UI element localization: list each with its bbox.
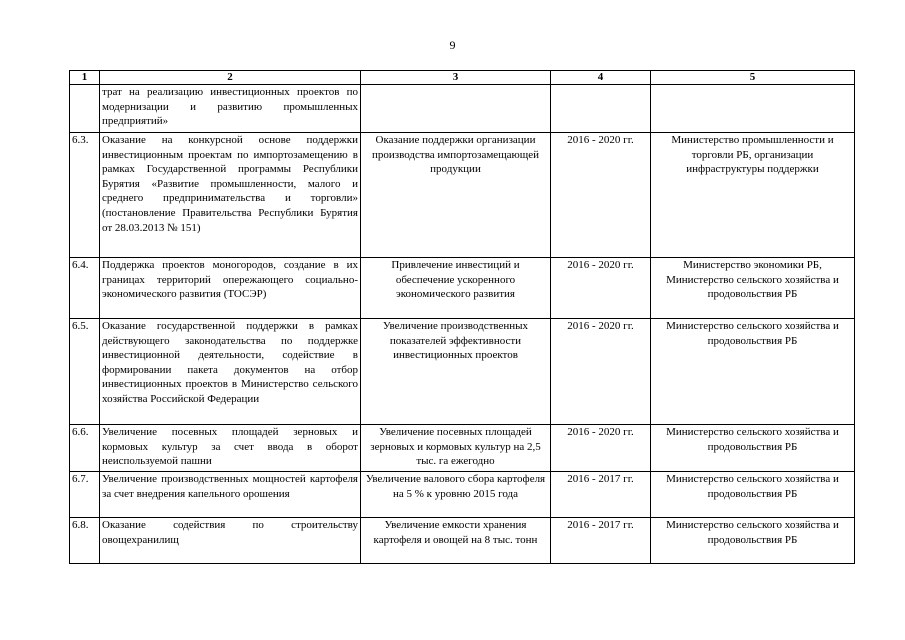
executor-cell xyxy=(651,85,855,133)
measures-table xyxy=(69,70,855,564)
executor-cell: Министерство сельского хозяйства и продовольствия РБ xyxy=(651,319,855,425)
measure-cell: Поддержка проектов моногородов, создание в их границах территорий опережающего социально-экономического развития (ТОСЭР) xyxy=(100,258,361,319)
measure-cell: трат на реализацию инвестиционных проектов по модернизации и развитию промышленных предприятий» xyxy=(100,85,361,133)
measure-cell: Оказание на конкурсной основе поддержки инвестиционным проектам по импортозамещению в рамках Государственной программы Республики Бурятия «Развитие промышленности, малого и среднего предпринимательства и торговли» (постановление Правительства Республики Бурятия от 28.03.2013 № 151) xyxy=(100,133,361,258)
period-cell: 2016 - 2020 гг. xyxy=(551,319,651,425)
row-number: 6.6. xyxy=(70,425,100,472)
measure-cell: Оказание государственной поддержки в рамках действующего законодательства по поддержке инвестиционной деятельности, содействие в формировании пакета документов на отбор инвестиционных проектов в Министерство сельского хозяйства Российской Федерации xyxy=(100,319,361,425)
header-col-4: 4 xyxy=(551,71,651,85)
table-row xyxy=(70,133,855,258)
executor-cell: Министерство сельского хозяйства и продовольствия РБ xyxy=(651,518,855,564)
result-cell: Увеличение емкости хранения картофеля и овощей на 8 тыс. тонн xyxy=(361,518,551,564)
period-cell: 2016 - 2017 гг. xyxy=(551,518,651,564)
executor-cell: Министерство промышленности и торговли РБ, организации инфраструктуры поддержки xyxy=(651,133,855,258)
header-col-1: 1 xyxy=(70,71,100,85)
period-cell xyxy=(551,85,651,133)
result-cell: Оказание поддержки организации производства импортозамещающей продукции xyxy=(361,133,551,258)
result-cell: Привлечение инвестиций и обеспечение ускоренного экономического развития xyxy=(361,258,551,319)
table-header-row xyxy=(70,71,855,85)
table-row xyxy=(70,425,855,472)
result-cell: Увеличение производственных показателей эффективности инвестиционных проектов xyxy=(361,319,551,425)
page-number: 9 xyxy=(449,38,456,52)
period-cell: 2016 - 2020 гг. xyxy=(551,133,651,258)
executor-cell: Министерство сельского хозяйства и продовольствия РБ xyxy=(651,425,855,472)
measure-cell: Оказание содействия по строительству овощехранилищ xyxy=(100,518,361,564)
table-row xyxy=(70,319,855,425)
table-row xyxy=(70,85,855,133)
period-cell: 2016 - 2020 гг. xyxy=(551,425,651,472)
header-col-5: 5 xyxy=(651,71,855,85)
row-number xyxy=(70,85,100,133)
result-cell: Увеличение валового сбора картофеля на 5 % к уровню 2015 года xyxy=(361,472,551,518)
measure-cell: Увеличение производственных мощностей картофеля за счет внедрения капельного орошения xyxy=(100,472,361,518)
table-row xyxy=(70,258,855,319)
table-row xyxy=(70,518,855,564)
executor-cell: Министерство экономики РБ, Министерство сельского хозяйства и продовольствия РБ xyxy=(651,258,855,319)
row-number: 6.7. xyxy=(70,472,100,518)
period-cell: 2016 - 2020 гг. xyxy=(551,258,651,319)
result-cell: Увеличение посевных площадей зерновых и кормовых культур на 2,5 тыс. га ежегодно xyxy=(361,425,551,472)
measure-cell: Увеличение посевных площадей зерновых и кормовых культур за счет ввода в оборот неиспользуемой пашни xyxy=(100,425,361,472)
header-col-2: 2 xyxy=(100,71,361,85)
header-col-3: 3 xyxy=(361,71,551,85)
result-cell xyxy=(361,85,551,133)
row-number: 6.4. xyxy=(70,258,100,319)
table-row xyxy=(70,472,855,518)
period-cell: 2016 - 2017 гг. xyxy=(551,472,651,518)
executor-cell: Министерство сельского хозяйства и продовольствия РБ xyxy=(651,472,855,518)
row-number: 6.3. xyxy=(70,133,100,258)
row-number: 6.8. xyxy=(70,518,100,564)
row-number: 6.5. xyxy=(70,319,100,425)
